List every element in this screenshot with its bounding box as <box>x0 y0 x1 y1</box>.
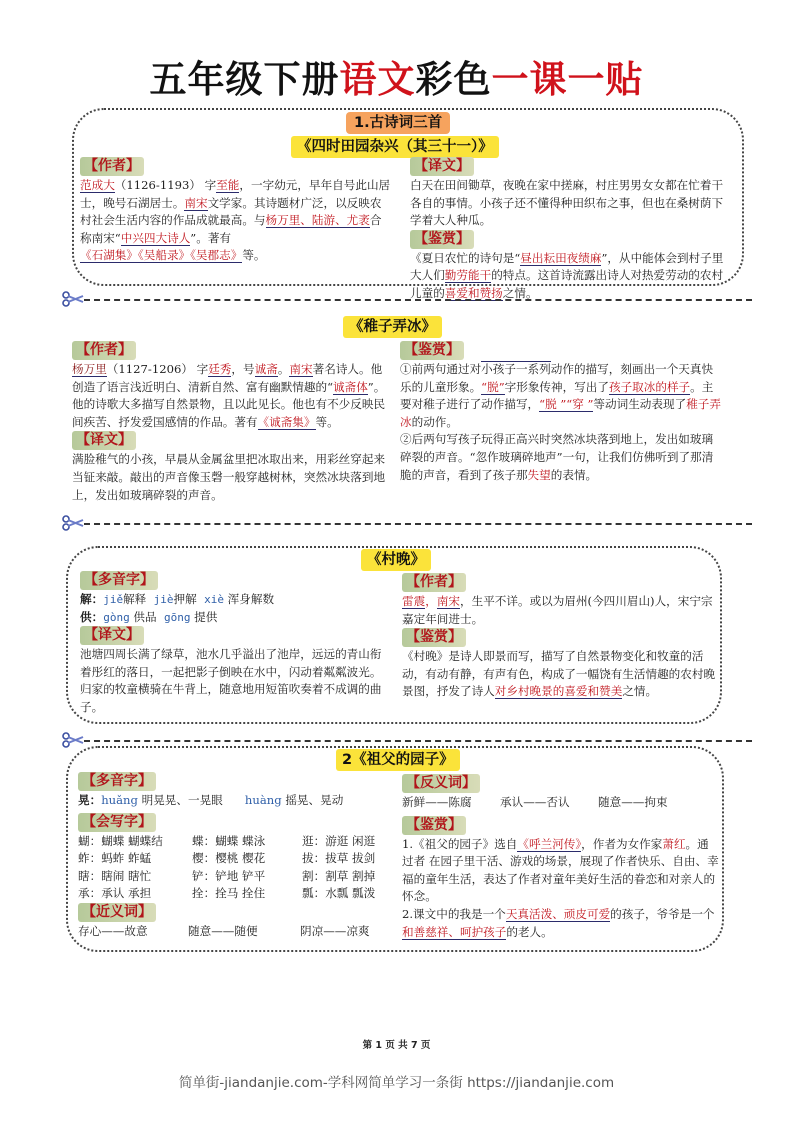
footer-watermark: 简单街-jiandanjie.com-学科网简单学习一条街 https://jiandanjie.com <box>178 1075 615 1091</box>
appreciation-text: 《村晚》是诗人即景而写，描写了自然景物变化和牧童的活动，有动有静，有声有色，构成了一幅饶有生活情趣的农村晚景图，抒发了诗人对乡村晚景的喜爱和赞美之情。 <box>402 649 716 699</box>
translation-label: 【译文】 <box>72 431 136 450</box>
author-label: 【作者】 <box>72 341 136 360</box>
author-text: 范成大（1126-1193） 字至能，一字幼元，早年自号此山居士，晚号石湖居士。南宋文学家。其诗题材广泛，以反映农村社会生活内容的作品成就最高。与杨万里、陆游、尤袤合称南宋“中兴四大诗人”。著有《石湖集》《吴船录》《吴郡志》等。 <box>80 178 391 263</box>
lesson-title: 2《祖父的园子》 <box>336 749 460 771</box>
polyphone-label: 【多音字】 <box>78 772 156 791</box>
scissors-icon <box>62 514 84 532</box>
appreciation-label: 【鉴赏】 <box>410 230 474 249</box>
page-title: 五年级下册语文彩色一课一贴 <box>149 58 644 101</box>
synonym-row: 存心——故意 随意——随便 阴凉——凉爽 <box>78 923 370 938</box>
translation-label: 【译文】 <box>410 157 474 176</box>
polyphone-label: 【多音字】 <box>80 571 158 590</box>
appreciation-label: 【鉴赏】 <box>400 341 464 360</box>
polyphone-row: 解：jiě解释 jiè押解 xiè 浑身解数 <box>80 592 275 606</box>
poem-title: 《村晚》 <box>361 549 431 571</box>
polyphone-row: 供：gòng 供品 gōng 提供 <box>80 609 218 624</box>
synonym-label: 【近义词】 <box>78 903 156 922</box>
appreciation-text: 《夏日农忙的诗句是“昼出耘田夜绩麻”，从中能体会到村子里大人们勤劳能干的特点。这首诗流露出诗人对热爱劳动的农村儿童的喜爱和赞扬之情。 <box>410 250 724 300</box>
author-block <box>72 341 390 504</box>
poem-title: 《稚子弄冰》 <box>343 316 442 338</box>
appreciation-text-2: 2.课文中的我是一个天真活泼、顽皮可爱的孩子，爷爷是一个 和善慈祥、呵护孩子的老人。 <box>402 906 715 939</box>
lesson-badge: 1.古诗词三首 <box>346 112 450 134</box>
cut-line <box>62 516 752 532</box>
translation-text: 满脸稚气的小孩，早晨从金属盆里把冰取出来，用彩丝穿起来当钲来敲。敲出的声音像玉磬一般穿越树林，突然冰块落到地上，发出如玻璃碎裂的声音。 <box>72 452 386 502</box>
polyphone-block <box>78 772 398 941</box>
appreciation-label: 【鉴赏】 <box>402 628 466 647</box>
translation-label: 【译文】 <box>80 626 144 645</box>
author-block <box>80 157 392 265</box>
scissors-icon <box>62 731 84 749</box>
antonym-row: 新鲜——陈腐 承认——否认 随意——拘束 <box>402 795 668 809</box>
translation-text: 池塘四周长满了绿草，池水几乎溢出了池岸，远远的青山衔着彤红的落日，一起把影子倒映在水中，闪动着粼粼波光。归家的牧童横骑在牛背上，随意地用短笛吹奏着不成调的曲子。 <box>80 647 382 714</box>
polyphone-row: 晃：huǎng 明晃晃、一晃眼 huàng 摇晃、晃动 <box>78 793 344 807</box>
author-label: 【作者】 <box>80 157 144 176</box>
author-text: 雷震，南宋，生平不详。或以为眉州(今四川眉山)人，宋宁宗嘉定年间进士。 <box>402 594 713 626</box>
appreciation-text-2: ②后两句写孩子玩得正高兴时突然冰块落到地上，发出如玻璃碎裂的声音。“忽作玻璃碎地声”一句，让我们仿佛听到了那清脆的声音，看到了孩子那失望的表情。 <box>400 432 714 482</box>
appreciation-label: 【鉴赏】 <box>402 816 466 835</box>
polyphone-block <box>80 571 392 717</box>
author-block <box>402 573 720 701</box>
author-text: 杨万里（1127-1206） 字廷秀，号诚斋。南宋著名诗人。他创造了语言浅近明白、清新自然、富有幽默情趣的“诚斋体”。他的诗歌大多描写自然景物，且以此见长。他也有不少反映民间疾苦、抒发爱国感情的作品。著有《诚斋集》等。 <box>72 362 386 429</box>
cut-line <box>62 292 752 308</box>
translation-text: 白天在田间锄草，夜晚在家中搓麻，村庄男男女女都在忙着干各自的事情。小孩子还不懂得种田织布之事，但也在桑树荫下学着大人种瓜。 <box>410 178 724 228</box>
translation-block <box>410 157 732 303</box>
write-chars-label: 【会写字】 <box>78 813 156 832</box>
appreciation-block <box>400 341 722 484</box>
page-number: 第 1 页 共 7 页 <box>362 1040 431 1051</box>
scissors-icon <box>62 290 84 308</box>
appreciation-text-1: 1.《祖父的园子》选自《呼兰河传》，作者为女作家萧红。通过者 在园子里干活、游戏的场景，展现了作者快乐、自由、幸福的童年生活，表达了作者对童年美好生活的眷恋和对亲人的怀念。 <box>402 836 719 904</box>
author-label: 【作者】 <box>402 573 466 592</box>
poem-title: 《四时田园杂兴（其三十一）》 <box>291 136 499 158</box>
appreciation-text-1: ①前两句通过对小孩子一系列动作的描写，刻画出一个天真快乐的儿童形象。“脱”字形象传神，写出了孩子取冰的样子。主要对稚子进行了动作描写，“脱 ”“穿 ”等动词生动表现了稚子弄冰的动作。 <box>400 362 721 429</box>
antonym-label: 【反义词】 <box>402 774 480 793</box>
antonym-appreciation-block <box>402 774 720 941</box>
write-chars-grid: 蝴：蝴蝶 蝴蝶结 蝶：蝴蝶 蝶泳 逛：游逛 闲逛 蚱：蚂蚱 蚱蜢 樱：樱桃 樱花 拔：拔草 拔剑 瞎：瞎闹 瞎忙 铲：铲地 铲平 割：割草 割掉 承：承认 承担 拴：拴马 拴住 瓢：水瓢 瓢泼 <box>78 833 376 901</box>
